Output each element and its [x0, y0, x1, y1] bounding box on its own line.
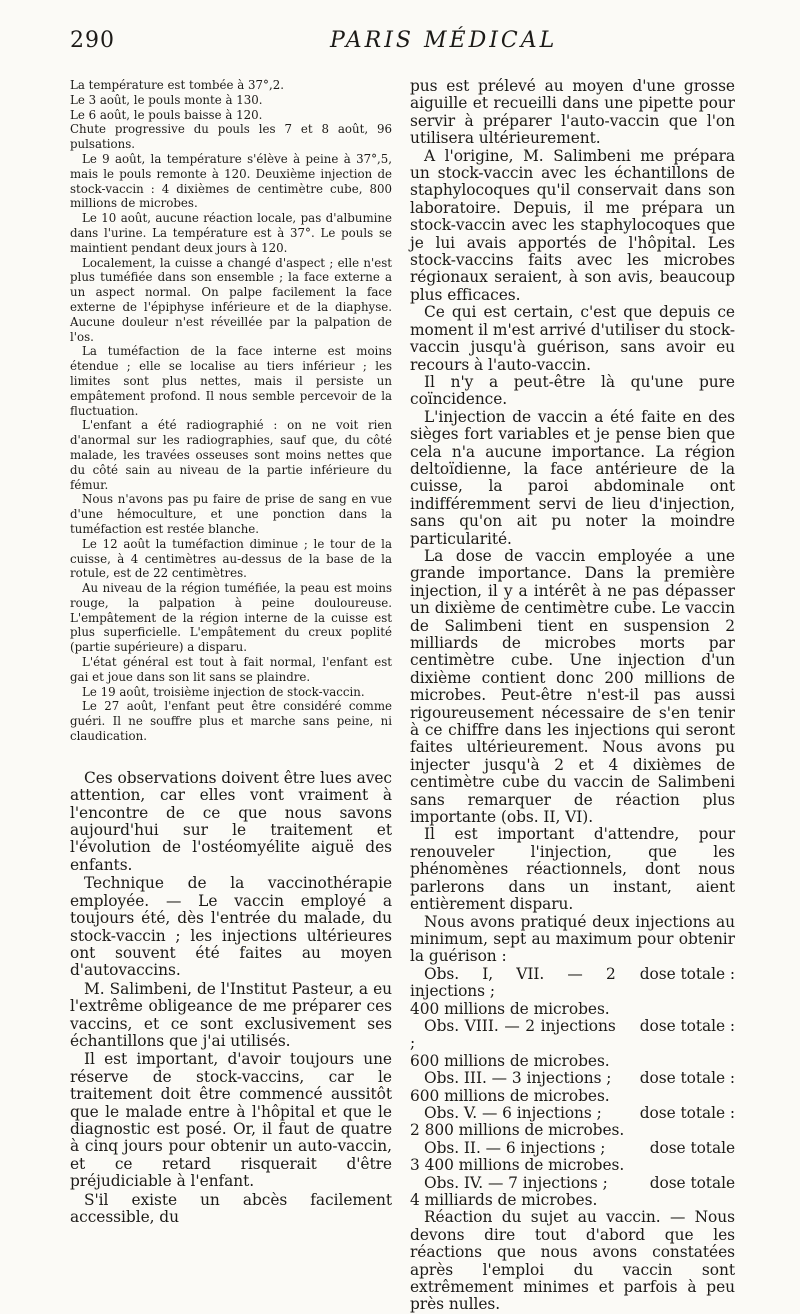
body-paragraph: A l'origine, M. Salimbeni me prépara un stock-vaccin avec les échantillons de staphylocoques qu'il conservait dans son laboratoire. Depuis, il me prépara un stock-vaccin avec les staphylocoques que je lui avais apportés de l'hôpital. Les stock-vaccins faits avec les microbes régionaux seraient, à son avis, beaucoup plus efficaces. — [410, 146, 735, 304]
observation-list — [410, 966, 735, 1210]
observation-paragraph: Le 19 août, troisième injection de stock-vaccin. — [82, 684, 365, 699]
observation-dose: dose totale : — [639, 1103, 735, 1122]
page-number: 290 — [70, 28, 115, 53]
observation-entry — [410, 1105, 735, 1140]
article-body-left — [70, 770, 392, 1227]
observation-total: 600 millions de microbes. — [410, 1051, 610, 1070]
observation-paragraph: La température est tombée à 37°,2. — [70, 78, 284, 92]
observation-label: Obs. IV. — 7 injections ; — [424, 1173, 608, 1192]
body-paragraph: Il n'y a peut-être là qu'une pure coïncidence. — [410, 372, 735, 409]
observation-entry — [410, 1070, 735, 1105]
observation-dose: dose totale : — [639, 1069, 735, 1088]
article-body-right — [410, 78, 735, 1314]
section-spacer — [70, 744, 392, 770]
body-paragraph: Il est important, d'avoir toujours une réserve de stock-vaccins, car le traitement doit être commencé aussitôt que le malade entre à l'hôpital et que le diagnostic est posé. Or, il faut de quatre à cinq jours pour obtenir un auto-vaccin, et ce retard risquerait d'être préjudiciable à l'enfant. — [70, 1050, 392, 1191]
body-paragraph: M. Salimbeni, de l'Institut Pasteur, a eu l'extrême obligeance de me préparer ces vaccins, et ce sont exclusivement ses échantillons que j'ai utilisés. — [70, 979, 392, 1050]
observation-dose: dose totale : — [639, 964, 735, 983]
observation-entry — [410, 966, 735, 1018]
observation-paragraph: L'enfant a été radiographié : on ne voit rien d'anormal sur les radiographies, sauf que, du côté malade, les travées osseuses sont moins nettes que du côté sain au niveau de la partie inférieure du fémur. — [70, 418, 392, 492]
right-column — [410, 78, 735, 1314]
observation-label: Obs. II. — 6 injections ; — [424, 1138, 606, 1157]
observation-label: Obs. V. — 6 injections ; — [424, 1103, 602, 1122]
body-paragraph: La dose de vaccin employée a une grande importance. Dans la première injection, il y a intérêt à ne pas dépasser un dixième de centimètre cube. Le vaccin de Salimbeni tient en suspension 2 milliards de microbes morts par centimètre cube. Une injection d'un dixième contient donc 200 millions de microbes. Peut-être n'est-il pas aussi rigoureusement nécessaire de s'en tenir à ce chiffre dans les injections qui seront faites ultérieurement. Nous avons pu injecter jusqu'à 2 et 4 dixièmes de centimètre cube du vaccin de Salimbeni sans remarquer de réaction plus importante (obs. II, VI). — [410, 546, 735, 827]
observation-paragraph: La tuméfaction de la face interne est moins étendue ; elle se localise au tiers inférieur ; les limites sont plus nettes, mais il persiste un empâtement profond. Il nous semble percevoir de la fluctuation. — [70, 344, 392, 418]
observation-total: 2 800 millions de microbes. — [410, 1121, 625, 1140]
body-paragraph: pus est prélevé au moyen d'une grosse aiguille et recueilli dans une pipette pour servir à préparer l'auto-vaccin que l'on utilisera ultérieurement. — [410, 77, 735, 148]
body-paragraph: Nous avons pratiqué deux injections au minimum, sept au maximum pour obtenir la guérison : — [410, 912, 735, 966]
observation-dose: dose totale : — [639, 1016, 735, 1035]
observation-paragraph: Le 3 août, le pouls monte à 130. — [70, 92, 263, 107]
observation-entry — [410, 1175, 735, 1210]
observation-paragraph: Localement, la cuisse a changé d'aspect ; elle n'est plus tuméfiée dans son ensemble ; la face externe a un aspect normal. On palpe facilement la face externe de l'épiphyse inférieure et de la diaphyse. Aucune douleur n'est réveillée par la palpation de l'os. — [70, 255, 392, 344]
observation-label: Obs. III. — 3 injections ; — [424, 1069, 612, 1088]
body-paragraph: Il est important d'attendre, pour renouveler l'injection, que les phénomènes réactionnels, dont nous parlerons dans un instant, aient entièrement disparu. — [410, 825, 735, 914]
observation-dose: dose totale — [649, 1138, 735, 1157]
observation-paragraph: Le 12 août la tuméfaction diminue ; le tour de la cuisse, à 4 centimètres au-dessus de la base de la rotule, est de 22 centimètres. — [70, 536, 392, 581]
page-header — [0, 22, 800, 62]
observation-paragraph: Le 9 août, la température s'élève à peine à 37°,5, mais le pouls remonte à 120. Deuxième injection de stock-vaccin : 4 dixièmes de centimètre cube, 800 millions de microbes. — [70, 151, 392, 211]
observation-paragraph: Au niveau de la région tuméfiée, la peau est moins rouge, la palpation à peine douloureuse. L'empâtement de la région interne de la cuisse est plus superficielle. L'empâtement du creux poplité (partie supérieure) a disparu. — [70, 581, 392, 655]
case-observations — [70, 78, 392, 744]
body-paragraph: Ce qui est certain, c'est que depuis ce moment il m'est arrivé d'utiliser du stock-vaccin jusqu'à guérison, sans avoir eu recours à l'auto-vaccin. — [410, 303, 735, 374]
observation-paragraph: L'état général est tout à fait normal, l'enfant est gai et joue dans son lit sans se plaindre. — [70, 655, 392, 684]
observation-entry — [410, 1018, 735, 1070]
observation-paragraph: Le 6 août, le pouls baisse à 120. — [70, 107, 263, 122]
section-heading-paragraph: Technique de la vaccinothérapie employée. — Le vaccin employé a toujours été, dès l'entrée du malade, du stock-vaccin ; les injections ultérieures ont souvent été faites au moyen d'autovaccins. — [70, 874, 392, 980]
observation-paragraph: Le 10 août, aucune réaction locale, pas d'albumine dans l'urine. La température est à 37°. Le pouls se maintient pendant deux jours à 120. — [70, 211, 392, 255]
observation-total: 600 millions de microbes. — [410, 1086, 610, 1105]
observation-dose: dose totale — [649, 1173, 735, 1192]
observation-label: Obs. I, VII. — 2 injections ; — [410, 964, 616, 1001]
observation-paragraph: Chute progressive du pouls les 7 et 8 août, 96 pulsations. — [70, 122, 392, 152]
observation-total: 400 millions de microbes. — [410, 999, 610, 1018]
observation-entry — [410, 1140, 735, 1175]
body-paragraph: S'il existe un abcès facilement accessible, du — [70, 1190, 392, 1227]
body-paragraph: Ces observations doivent être lues avec attention, car elles vont vraiment à l'encontre de ce que nous savons aujourd'hui sur le traitement et l'évolution de l'ostéomyélite aiguë des enfants. — [70, 768, 392, 874]
left-column — [70, 78, 392, 1226]
observation-paragraph: Le 27 août, l'enfant peut être considéré comme guéri. Il ne souffre plus et marche sans peine, ni claudication. — [70, 699, 392, 744]
observation-total: 3 400 millions de microbes. — [410, 1156, 625, 1175]
observation-total: 4 milliards de microbes. — [410, 1191, 598, 1209]
body-paragraph: L'injection de vaccin a été faite en des sièges fort variables et je pense bien que cela n'a aucune importance. La région deltoïdienne, la face antérieure de la cuisse, la paroi abdominale ont indifféremment servi de lieu d'injection, sans qu'on ait pu noter la moindre particularité. — [410, 407, 735, 548]
journal-title: PARIS MÉDICAL — [330, 28, 558, 53]
section-heading-paragraph: Réaction du sujet au vaccin. — Nous devons dire tout d'abord que les réactions que nous avons constatées après l'emploi du vaccin sont extrêmement minimes et parfois à peu près nulles. — [410, 1208, 735, 1314]
observation-paragraph: Nous n'avons pas pu faire de prise de sang en vue d'une hémoculture, et une ponction dans la tuméfaction est restée blanche. — [70, 492, 392, 536]
observation-label: Obs. VIII. — 2 injections ; — [410, 1016, 616, 1053]
